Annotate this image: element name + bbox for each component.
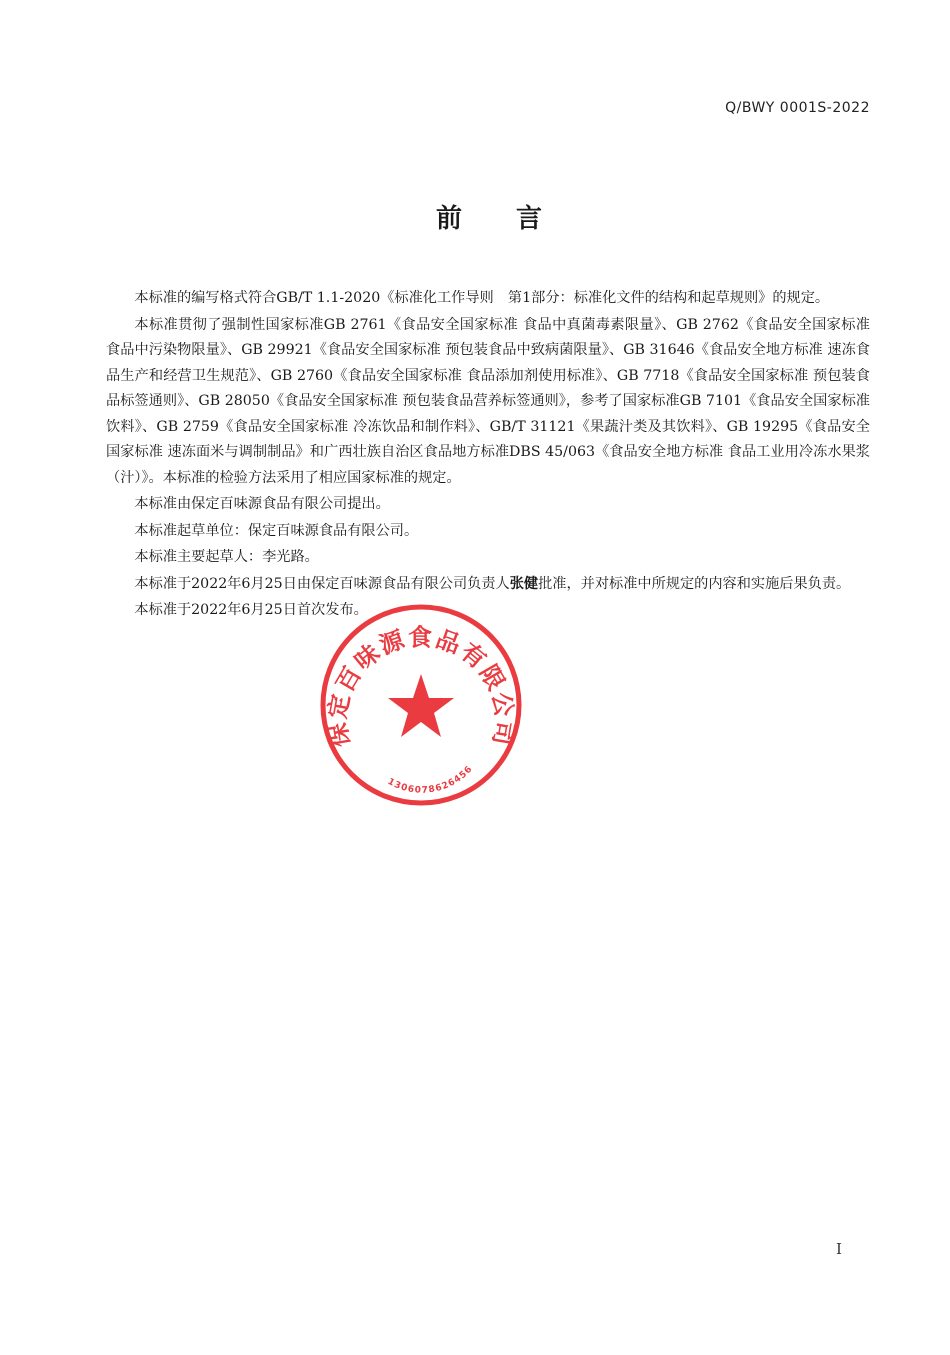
paragraph-drafting-unit: 本标准起草单位：保定百味源食品有限公司。 (134, 522, 419, 539)
seal-star-icon (388, 674, 454, 737)
approval-text-after: 批准，并对标准中所规定的内容和实施后果负责。 (538, 575, 851, 592)
paragraph-release: 本标准于2022年6月25日首次发布。 (134, 602, 368, 618)
seal-number (386, 764, 475, 796)
paragraph-references: 本标准贯彻了强制性国家标准GB 2761《食品安全国家标准 食品中真菌毒素限量》、GB 2762《食品安全国家标准 食品中污染物限量》、GB 29921《食品安全国家标准 预包装食品中致病菌限量》、GB 31646《食品安全地方标准 速冻食品生产和经营卫生规范》、GB 2760《食品安全国家标准 食品添加剂使用标准》、GB 7718《食品安全国家标准 预包装食品标签通则》、GB 28050《食品安全国家标准 预包装食品营养标签通则》，参考了国家标准GB 7101《食品安全国家标准 饮料》、GB 2759《食品安全国家标准 冷冻饮品和制作料》、GB/T 31121《果蔬汁类及其饮料》、GB 19295《食品安全国家标准 速冻面米与调制制品》和广西壮族自治区食品地方标准DBS 45/063《食品安全地方标准 食品工业用冷冻水果浆（汁）》。本标准的检验方法采用了相应国家标准的规定。 (106, 316, 870, 486)
title-char-1: 前 (436, 204, 463, 234)
title-char-2: 言 (516, 204, 543, 234)
standard-code: Q/BWY 0001S-2022 (725, 100, 870, 116)
paragraph-format: 本标准的编写格式符合GB/T 1.1-2020《标准化工作导则 第1部分：标准化文件的结构和起草规则》的规定。 (134, 290, 830, 306)
seal-number-path: 1306078626456 (385, 764, 475, 796)
foreword-body (106, 286, 870, 625)
paragraph-proposer: 本标准由保定百味源食品有限公司提出。 (134, 496, 390, 512)
company-seal (318, 602, 524, 808)
page-number: I (836, 1240, 842, 1258)
seal-company-path: 保定百味源食品有限公司 (323, 623, 519, 750)
approval-text-before: 本标准于2022年6月25日由保定百味源食品有限公司负责人 (134, 575, 510, 592)
paragraph-approval (106, 572, 870, 598)
approver-name: 张健 (509, 575, 539, 592)
paragraph-drafter: 本标准主要起草人：李光路。 (134, 549, 319, 565)
